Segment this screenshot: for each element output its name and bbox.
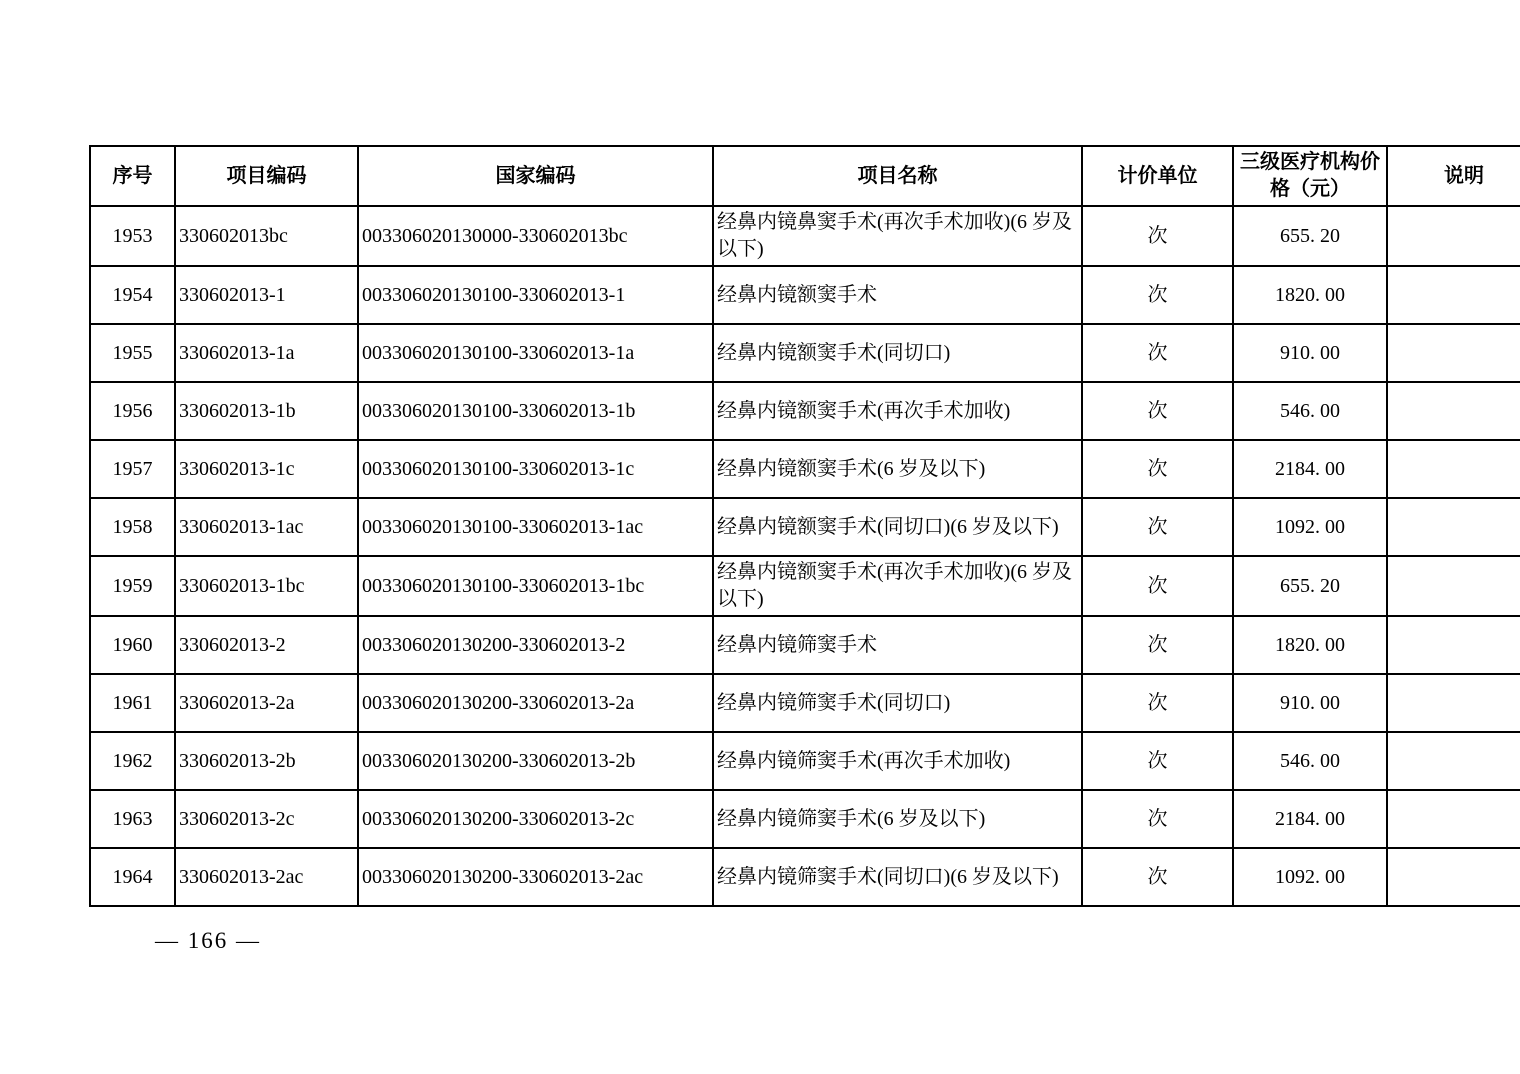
cell-national_code: 003306020130200-330602013-2ac	[358, 848, 713, 906]
cell-price: 910. 00	[1233, 674, 1387, 732]
cell-note	[1387, 440, 1520, 498]
cell-seq: 1957	[90, 440, 175, 498]
cell-code: 330602013-1ac	[175, 498, 358, 556]
cell-price: 2184. 00	[1233, 440, 1387, 498]
cell-seq: 1955	[90, 324, 175, 382]
column-header-seq: 序号	[90, 146, 175, 206]
column-header-name: 项目名称	[713, 146, 1082, 206]
column-header-note: 说明	[1387, 146, 1520, 206]
cell-note	[1387, 266, 1520, 324]
cell-price: 655. 20	[1233, 556, 1387, 616]
cell-national_code: 003306020130100-330602013-1ac	[358, 498, 713, 556]
table-row	[90, 674, 1520, 732]
cell-name: 经鼻内镜筛窦手术(再次手术加收)	[713, 732, 1082, 790]
cell-code: 330602013bc	[175, 206, 358, 266]
cell-unit: 次	[1082, 498, 1233, 556]
cell-note	[1387, 498, 1520, 556]
table-row	[90, 498, 1520, 556]
cell-unit: 次	[1082, 616, 1233, 674]
cell-seq: 1953	[90, 206, 175, 266]
cell-unit: 次	[1082, 790, 1233, 848]
cell-national_code: 003306020130200-330602013-2	[358, 616, 713, 674]
cell-code: 330602013-2c	[175, 790, 358, 848]
cell-name: 经鼻内镜筛窦手术(同切口)	[713, 674, 1082, 732]
cell-note	[1387, 206, 1520, 266]
cell-price: 910. 00	[1233, 324, 1387, 382]
cell-name: 经鼻内镜额窦手术	[713, 266, 1082, 324]
cell-national_code: 003306020130100-330602013-1c	[358, 440, 713, 498]
cell-note	[1387, 324, 1520, 382]
table-row	[90, 206, 1520, 266]
cell-price: 2184. 00	[1233, 790, 1387, 848]
cell-code: 330602013-1bc	[175, 556, 358, 616]
table-row	[90, 790, 1520, 848]
table-row	[90, 732, 1520, 790]
cell-name: 经鼻内镜额窦手术(同切口)	[713, 324, 1082, 382]
table-row	[90, 266, 1520, 324]
medical-price-table	[89, 145, 1520, 907]
column-header-unit: 计价单位	[1082, 146, 1233, 206]
cell-note	[1387, 674, 1520, 732]
cell-seq: 1963	[90, 790, 175, 848]
cell-note	[1387, 790, 1520, 848]
cell-price: 546. 00	[1233, 382, 1387, 440]
table-row	[90, 382, 1520, 440]
header-row	[90, 146, 1520, 206]
cell-unit: 次	[1082, 266, 1233, 324]
cell-name: 经鼻内镜筛窦手术(同切口)(6 岁及以下)	[713, 848, 1082, 906]
cell-price: 1820. 00	[1233, 266, 1387, 324]
cell-national_code: 003306020130200-330602013-2a	[358, 674, 713, 732]
cell-unit: 次	[1082, 848, 1233, 906]
cell-national_code: 003306020130100-330602013-1	[358, 266, 713, 324]
table-row	[90, 848, 1520, 906]
table-row	[90, 324, 1520, 382]
column-header-national_code: 国家编码	[358, 146, 713, 206]
cell-code: 330602013-1	[175, 266, 358, 324]
cell-name: 经鼻内镜鼻窦手术(再次手术加收)(6 岁及以下)	[713, 206, 1082, 266]
cell-seq: 1956	[90, 382, 175, 440]
cell-unit: 次	[1082, 556, 1233, 616]
cell-note	[1387, 382, 1520, 440]
cell-national_code: 003306020130200-330602013-2c	[358, 790, 713, 848]
cell-code: 330602013-2b	[175, 732, 358, 790]
cell-unit: 次	[1082, 324, 1233, 382]
cell-seq: 1958	[90, 498, 175, 556]
cell-national_code: 003306020130100-330602013-1a	[358, 324, 713, 382]
cell-unit: 次	[1082, 382, 1233, 440]
cell-code: 330602013-2ac	[175, 848, 358, 906]
cell-unit: 次	[1082, 440, 1233, 498]
cell-national_code: 003306020130000-330602013bc	[358, 206, 713, 266]
cell-price: 1092. 00	[1233, 848, 1387, 906]
cell-price: 1820. 00	[1233, 616, 1387, 674]
cell-seq: 1954	[90, 266, 175, 324]
cell-price: 1092. 00	[1233, 498, 1387, 556]
price-table-head	[90, 146, 1520, 206]
column-header-price: 三级医疗机构价格（元）	[1233, 146, 1387, 206]
cell-name: 经鼻内镜额窦手术(再次手术加收)	[713, 382, 1082, 440]
cell-name: 经鼻内镜额窦手术(再次手术加收)(6 岁及以下)	[713, 556, 1082, 616]
cell-code: 330602013-1a	[175, 324, 358, 382]
cell-name: 经鼻内镜额窦手术(6 岁及以下)	[713, 440, 1082, 498]
cell-note	[1387, 848, 1520, 906]
price-table-body	[90, 206, 1520, 906]
cell-note	[1387, 616, 1520, 674]
cell-seq: 1962	[90, 732, 175, 790]
cell-price: 546. 00	[1233, 732, 1387, 790]
table-row	[90, 556, 1520, 616]
cell-name: 经鼻内镜筛窦手术(6 岁及以下)	[713, 790, 1082, 848]
cell-seq: 1964	[90, 848, 175, 906]
cell-name: 经鼻内镜筛窦手术	[713, 616, 1082, 674]
cell-national_code: 003306020130200-330602013-2b	[358, 732, 713, 790]
cell-seq: 1960	[90, 616, 175, 674]
cell-unit: 次	[1082, 732, 1233, 790]
cell-unit: 次	[1082, 674, 1233, 732]
cell-price: 655. 20	[1233, 206, 1387, 266]
cell-unit: 次	[1082, 206, 1233, 266]
page-number: — 166 —	[155, 928, 261, 953]
column-header-code: 项目编码	[175, 146, 358, 206]
cell-name: 经鼻内镜额窦手术(同切口)(6 岁及以下)	[713, 498, 1082, 556]
cell-national_code: 003306020130100-330602013-1bc	[358, 556, 713, 616]
table-row	[90, 440, 1520, 498]
cell-note	[1387, 732, 1520, 790]
table-row	[90, 616, 1520, 674]
cell-code: 330602013-2a	[175, 674, 358, 732]
cell-seq: 1959	[90, 556, 175, 616]
cell-national_code: 003306020130100-330602013-1b	[358, 382, 713, 440]
cell-note	[1387, 556, 1520, 616]
cell-code: 330602013-1c	[175, 440, 358, 498]
cell-seq: 1961	[90, 674, 175, 732]
cell-code: 330602013-2	[175, 616, 358, 674]
cell-code: 330602013-1b	[175, 382, 358, 440]
